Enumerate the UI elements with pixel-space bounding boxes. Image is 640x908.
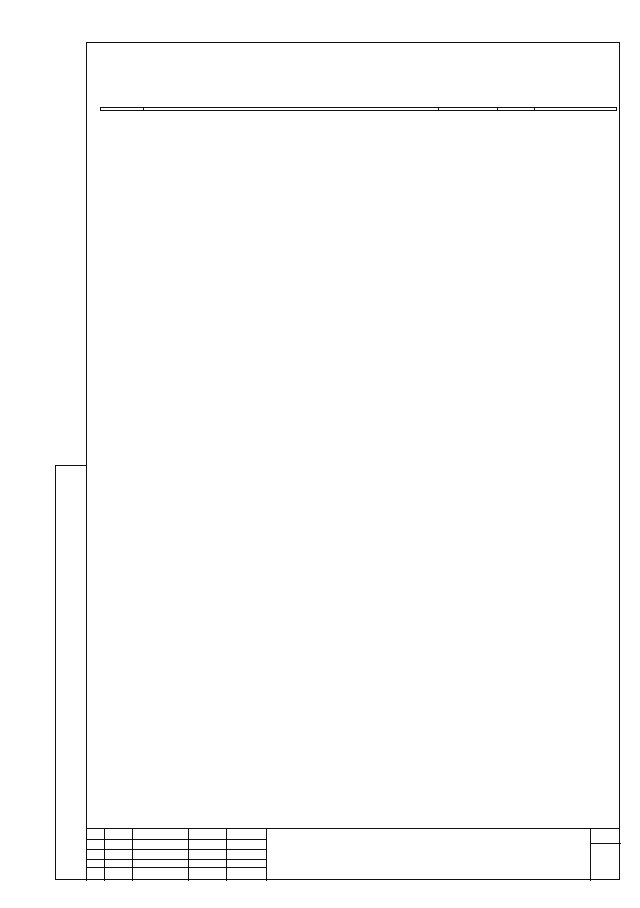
sheet-box [590,829,620,881]
header-note [535,108,617,111]
side-approval-strip [55,465,86,880]
title-block-stamp [86,828,620,880]
table-header-row [101,108,617,111]
header-num [101,108,144,111]
contents-table [100,107,617,111]
header-mark [439,108,498,111]
header-page [498,108,535,111]
header-name [144,108,439,111]
document-frame [86,42,620,880]
